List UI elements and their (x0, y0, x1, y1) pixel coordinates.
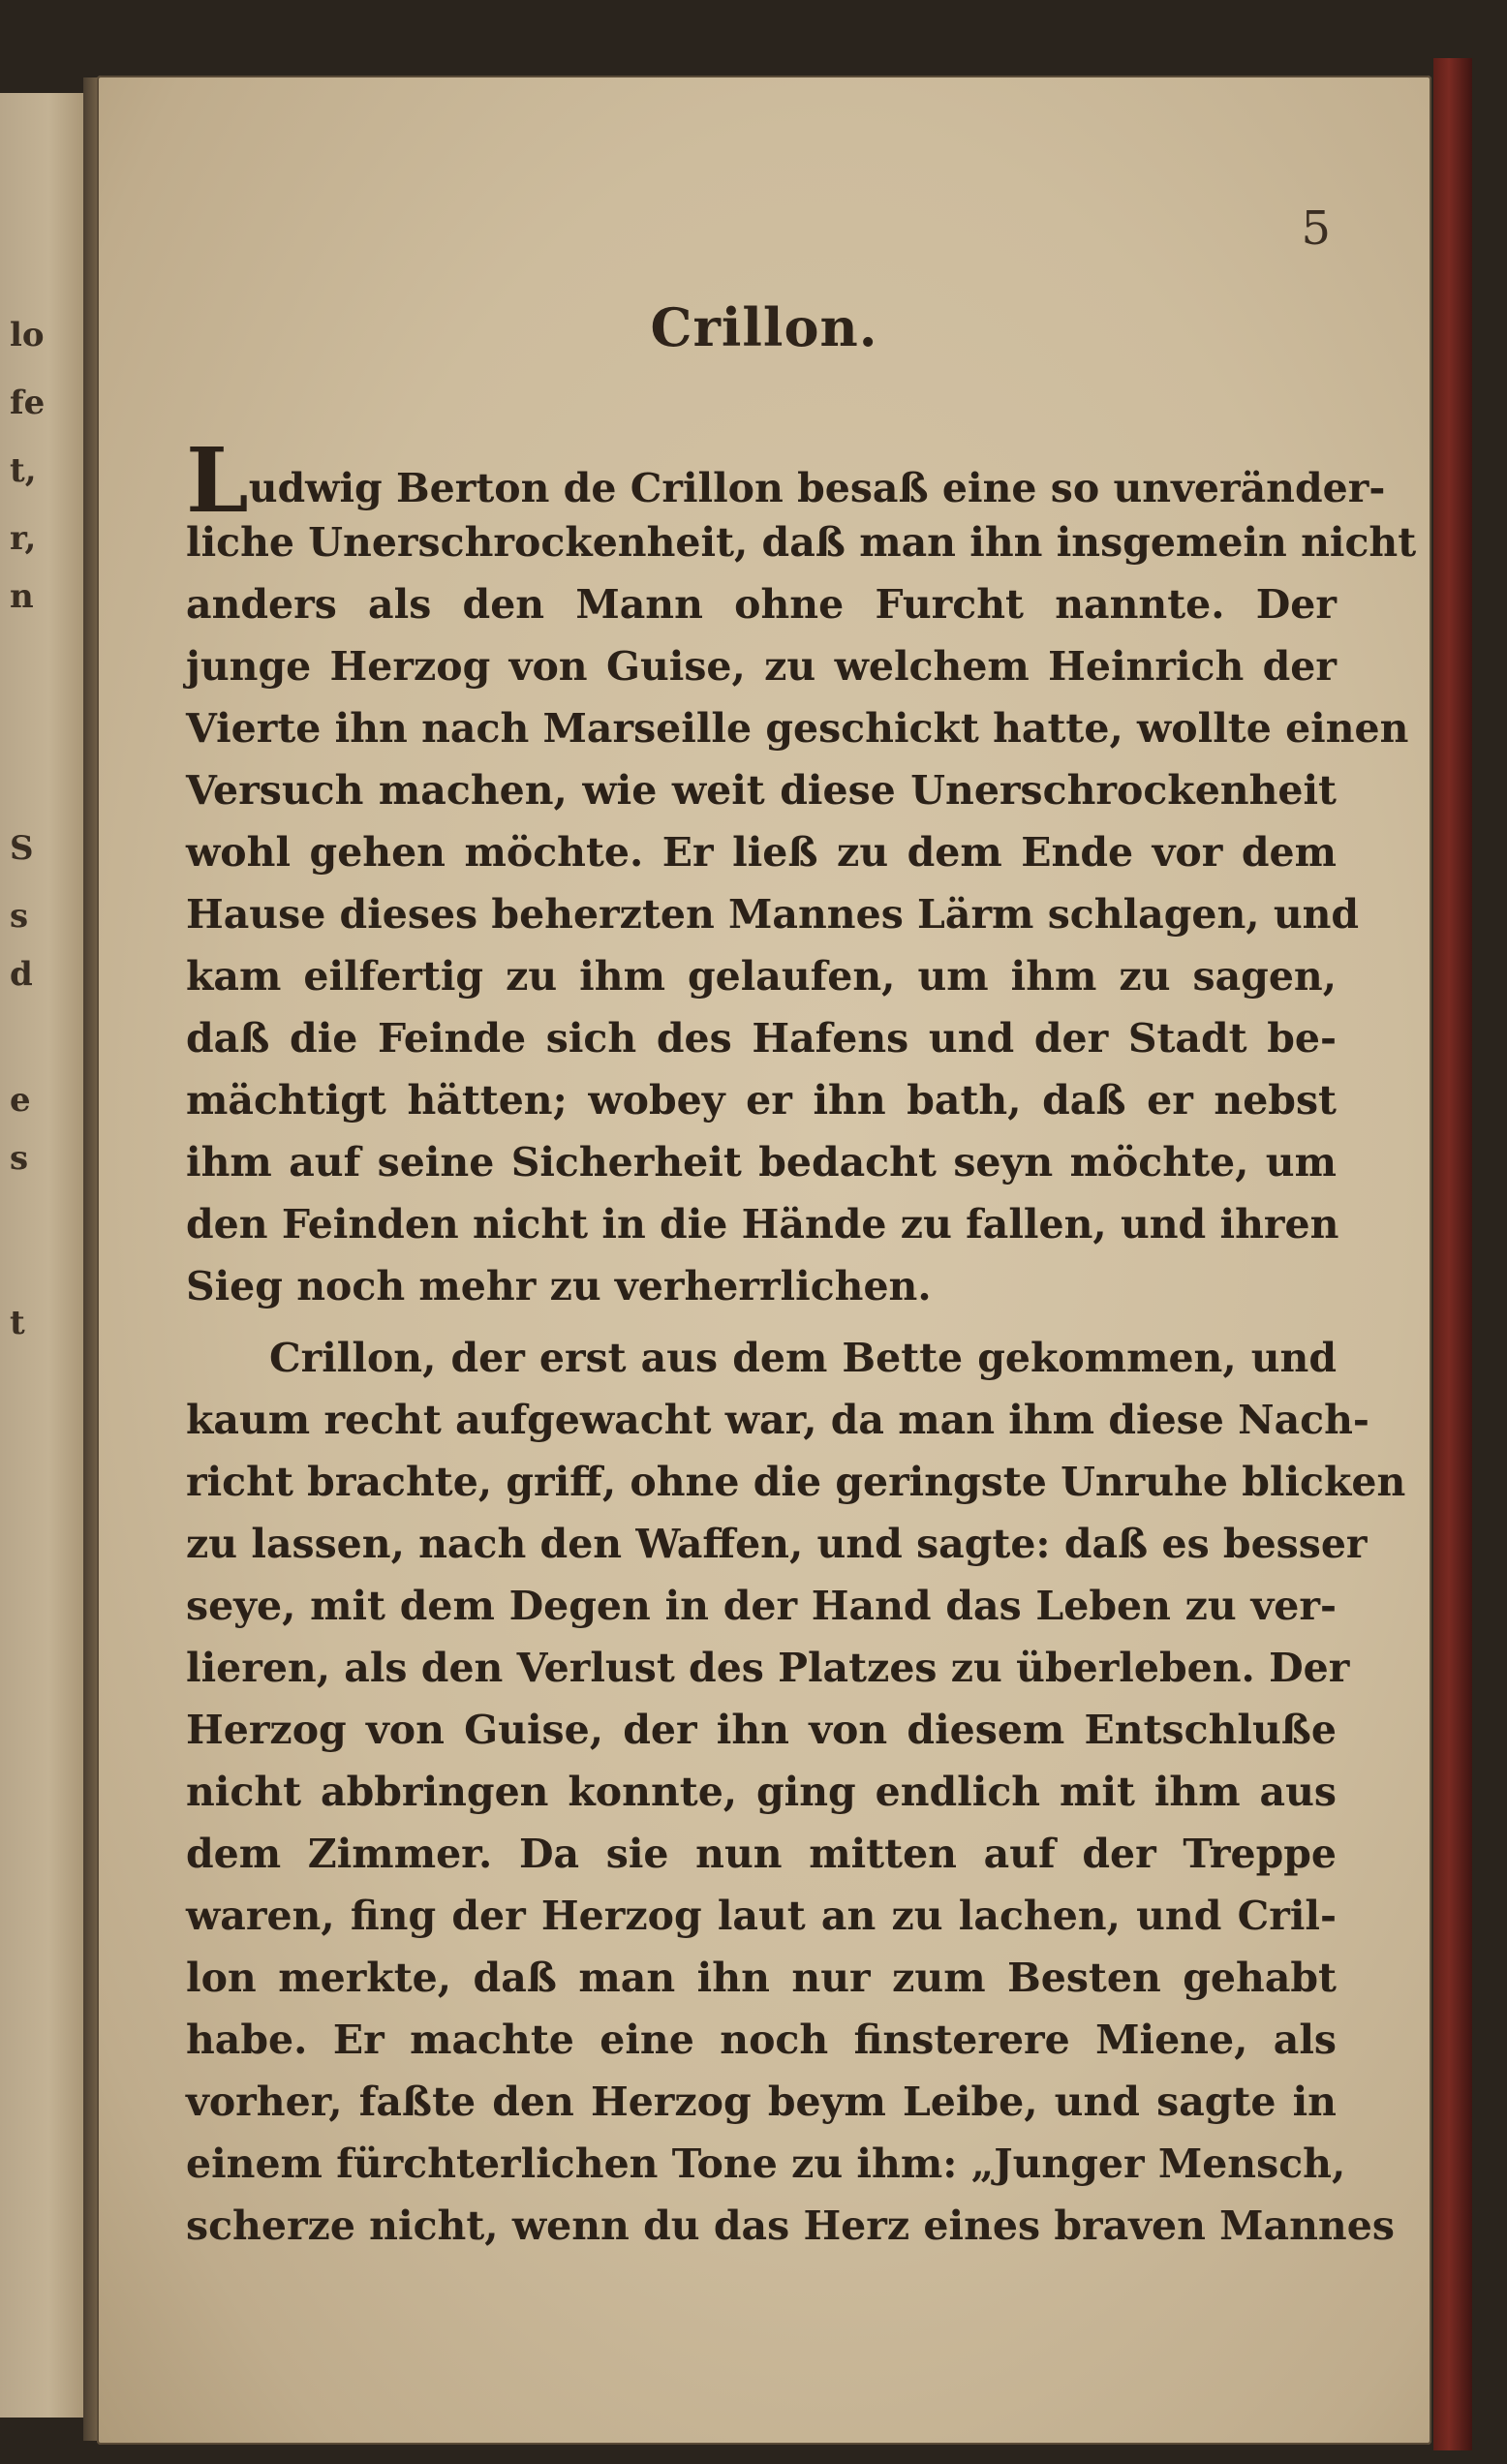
text-line: liche Unerschrockenheit, daß man ihn insgemein nicht (186, 519, 1417, 566)
drop-cap: L (186, 428, 249, 533)
text-line: kaum recht aufgewacht war, da man ihm diese Nach- (186, 1397, 1369, 1443)
text-line: einem fürchterlichen Tone zu ihm: „Junger Mensch, (186, 2141, 1346, 2187)
text-line: Sieg noch mehr zu verherrlichen. (186, 1263, 932, 1309)
text-line: mächtigt hätten; wobey er ihn bath, daß er nebst (186, 1077, 1337, 1124)
text-line: anders als den Mann ohne Furcht nannte. Der (186, 581, 1337, 628)
text-line: ihm auf seine Sicherheit bedacht seyn möchte, um (186, 1139, 1337, 1186)
text-line: junge Herzog von Guise, zu welchem Heinrich der (186, 643, 1337, 690)
text-line: daß die Feinde sich des Hafens und der Stadt be- (186, 1015, 1337, 1062)
text-line: scherze nicht, wenn du das Herz eines braven Mannes (186, 2202, 1395, 2249)
text-line: richt brachte, griff, ohne die geringste Unruhe blicken (186, 1459, 1406, 1505)
left-page-fragment: S (10, 829, 34, 868)
left-page-fragment: fe (10, 384, 46, 422)
text-line: Vierte ihn nach Marseille geschickt hatte, wollte einen (186, 705, 1409, 752)
text-line: zu lassen, nach den Waffen, und sagte: daß es besser (186, 1521, 1368, 1567)
book-cover-edge (1433, 58, 1472, 2450)
body-text (186, 428, 1417, 2257)
text-line: dem Zimmer. Da sie nun mitten auf der Treppe (186, 1831, 1337, 1877)
text-line: vorher, faßte den Herzog beym Leibe, und sagte in (186, 2079, 1337, 2125)
text-line: den Feinden nicht in die Hände zu fallen, und ihren (186, 1201, 1339, 1247)
page-number: 5 (1301, 201, 1331, 256)
text-line: Crillon, der erst aus dem Bette gekommen, und (269, 1335, 1337, 1381)
text-line: nicht abbringen konnte, ging endlich mit ihm aus (186, 1769, 1337, 1815)
left-page-fragment: d (10, 955, 33, 994)
book-page (97, 76, 1431, 2445)
text-line: Hause dieses beherzten Mannes Lärm schlagen, und (186, 891, 1360, 938)
text-line: seye, mit dem Degen in der Hand das Leben zu ver- (186, 1583, 1337, 1629)
left-page-fragment: t (10, 1304, 25, 1342)
text-line: wohl gehen möchte. Er ließ zu dem Ende vor dem (186, 829, 1337, 876)
left-page-fragment: e (10, 1081, 31, 1120)
left-page-fragment: t, (10, 451, 37, 490)
text-line: habe. Er machte eine noch finsterere Miene, als (186, 2017, 1337, 2063)
left-page-fragment: s (10, 897, 29, 936)
left-page-fragment: lo (10, 316, 45, 354)
text-line: Versuch machen, wie weit diese Unerschrockenheit (186, 767, 1337, 814)
text-line: waren, fing der Herzog laut an zu lachen, und Cril- (186, 1893, 1337, 1939)
left-page-fragment: s (10, 1139, 29, 1178)
left-page-fragment: r, (10, 519, 37, 558)
text-line: Ludwig Berton de Crillon besaß eine so unveränder- (186, 428, 1386, 533)
text-line: lieren, als den Verlust des Platzes zu überleben. Der (186, 1645, 1350, 1691)
text-line: Herzog von Guise, der ihn von diesem Entschluße (186, 1707, 1337, 1753)
text-line: kam eilfertig zu ihm gelaufen, um ihm zu sagen, (186, 953, 1337, 1000)
text-line: lon merkte, daß man ihn nur zum Besten gehabt (186, 1955, 1337, 2001)
left-page-edge (0, 93, 89, 2418)
left-page-fragment: n (10, 577, 34, 616)
chapter-title: Crillon. (650, 296, 878, 358)
